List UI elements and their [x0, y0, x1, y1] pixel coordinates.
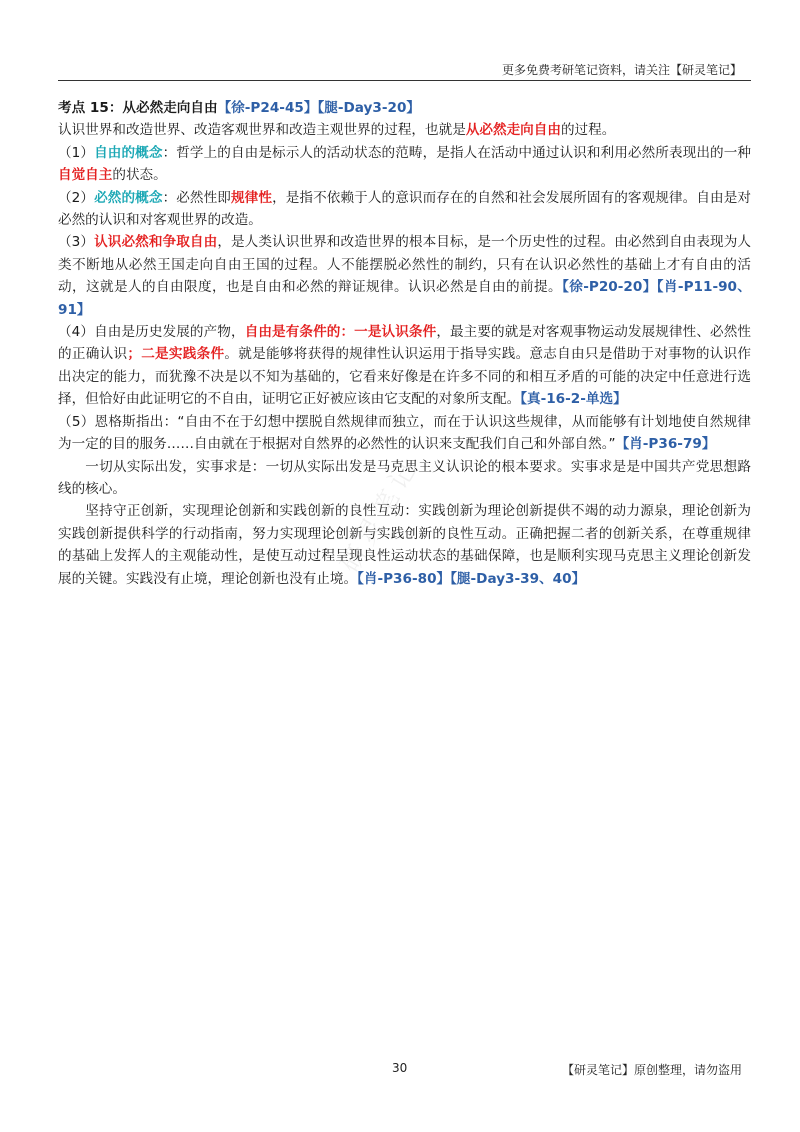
paragraph-innovation [58, 500, 751, 590]
point-highlight: 规律性 [231, 189, 273, 206]
point-text: 恩格斯指出：“自由不在于幻想中摆脱自然规律而独立，而在于认识这些规律，从而能够有计划地使自然规律为一定的目的服务……自由就在于根据对自然界的必然性的认识来支配我们自己和外部自然。” [58, 413, 751, 453]
page-number: 30 [392, 1061, 408, 1075]
point-3 [58, 231, 751, 321]
point-term: 必然的概念 [94, 189, 163, 206]
intro-text: 认识世界和改造世界、改造客观世界和改造主观世界的过程，也就是 [58, 122, 466, 139]
point-2 [58, 187, 751, 232]
header-divider [58, 80, 751, 81]
header-note: 更多免费考研笔记资料，请关注【研灵笔记】 [501, 63, 742, 77]
section-title-text: 考点 15：从必然走向自由 [58, 100, 218, 116]
section-title-refs: 【徐-P24-45】【腿-Day3-20】 [217, 100, 420, 116]
section-title [58, 97, 751, 119]
point-5 [58, 411, 751, 456]
paragraph-text: 坚持守正创新，实现理论创新和实践创新的良性互动：实践创新为理论创新提供不竭的动力源泉，理论创新为实践创新提供科学的行动指南，努力实现理论创新与实践创新的良性互动。正确把握二者的创新关系，在尊重规律的基础上发挥人的主观能动性，是使互动过程呈现良性运动状态的基础保障，也是顺利实现马克思主义理论创新发展的关键。实践没有止境，理论创新也没有止境。 [58, 503, 751, 587]
point-number: （4） [58, 324, 95, 341]
paragraph-seek-truth: 一切从实际出发，实事求是：一切从实际出发是马克思主义认识论的根本要求。实事求是是中国共产党思想路线的核心。 [58, 458, 751, 497]
intro-text-end: 的过程。 [560, 122, 616, 139]
main-content [58, 97, 751, 590]
point-text: 自由是历史发展的产物， [94, 324, 245, 341]
point-refs: 【徐-P20-20】【肖-P11-90、91】 [58, 279, 752, 318]
paragraph-refs: 【肖-P36-80】【腿-Day3-39、40】 [357, 570, 586, 587]
section-intro [58, 119, 751, 141]
point-highlight: 自由是有条件的：一是认识条件 [244, 324, 437, 341]
point-number: （5） [58, 413, 95, 430]
point-text-end: 的状态。 [112, 167, 167, 184]
watermark: 研灵笔记 [335, 452, 426, 578]
point-highlight: 自觉自主 [58, 167, 113, 184]
point-highlight-2: ；二是实践条件 [127, 346, 225, 363]
point-text-mid: ，最主要的就是对客观事物运动发展规律性、必然性的正确认识 [58, 324, 752, 363]
point-text: ，是人类认识世界和改造世界的根本目标，是一个历史性的过程。由必然到自由表现为人类不断地从必然王国走向自由王国的过程。人不能摆脱必然性的制约，只有在认识必然性的基础上才有自由的活动，这就是人的自由限度，也是自由和必然的辩证规律。认识必然是自由的前提。 [58, 234, 752, 296]
point-4 [58, 321, 751, 411]
point-number: （2） [58, 189, 95, 206]
point-text: ：必然性即 [162, 189, 231, 206]
point-text-end: ，是指不依赖于人的意识而存在的自然和社会发展所固有的客观规律。自由是对必然的认识和对客观世界的改造。 [58, 189, 752, 229]
point-number: （3） [58, 234, 95, 251]
point-term: 自由的概念 [94, 144, 163, 161]
point-number: （1） [58, 144, 95, 161]
point-term: 认识必然和争取自由 [94, 234, 218, 251]
point-refs: 【肖-P36-79】 [615, 436, 716, 453]
intro-highlight: 从必然走向自由 [465, 122, 561, 139]
point-text: ：哲学上的自由是标示人的活动状态的范畴，是指人在活动中通过认识和利用必然所表现出的一种 [162, 144, 752, 161]
point-refs: 【真-16-2-单选】 [520, 391, 627, 408]
point-1 [58, 142, 751, 187]
footer-note: 【研灵笔记】原创整理，请勿盗用 [561, 1063, 742, 1077]
point-text-end: 。就是能够将获得的规律性认识运用于指导实践。意志自由只是借助于对事物的认识作出决定的能力，而犹豫不决是以不知为基础的，它看来好像是在许多不同的和相互矛盾的可能的决定中任意进行选择，但恰好由此证明它的不自由，证明它正好被应该由它支配的对象所支配。 [58, 346, 752, 408]
